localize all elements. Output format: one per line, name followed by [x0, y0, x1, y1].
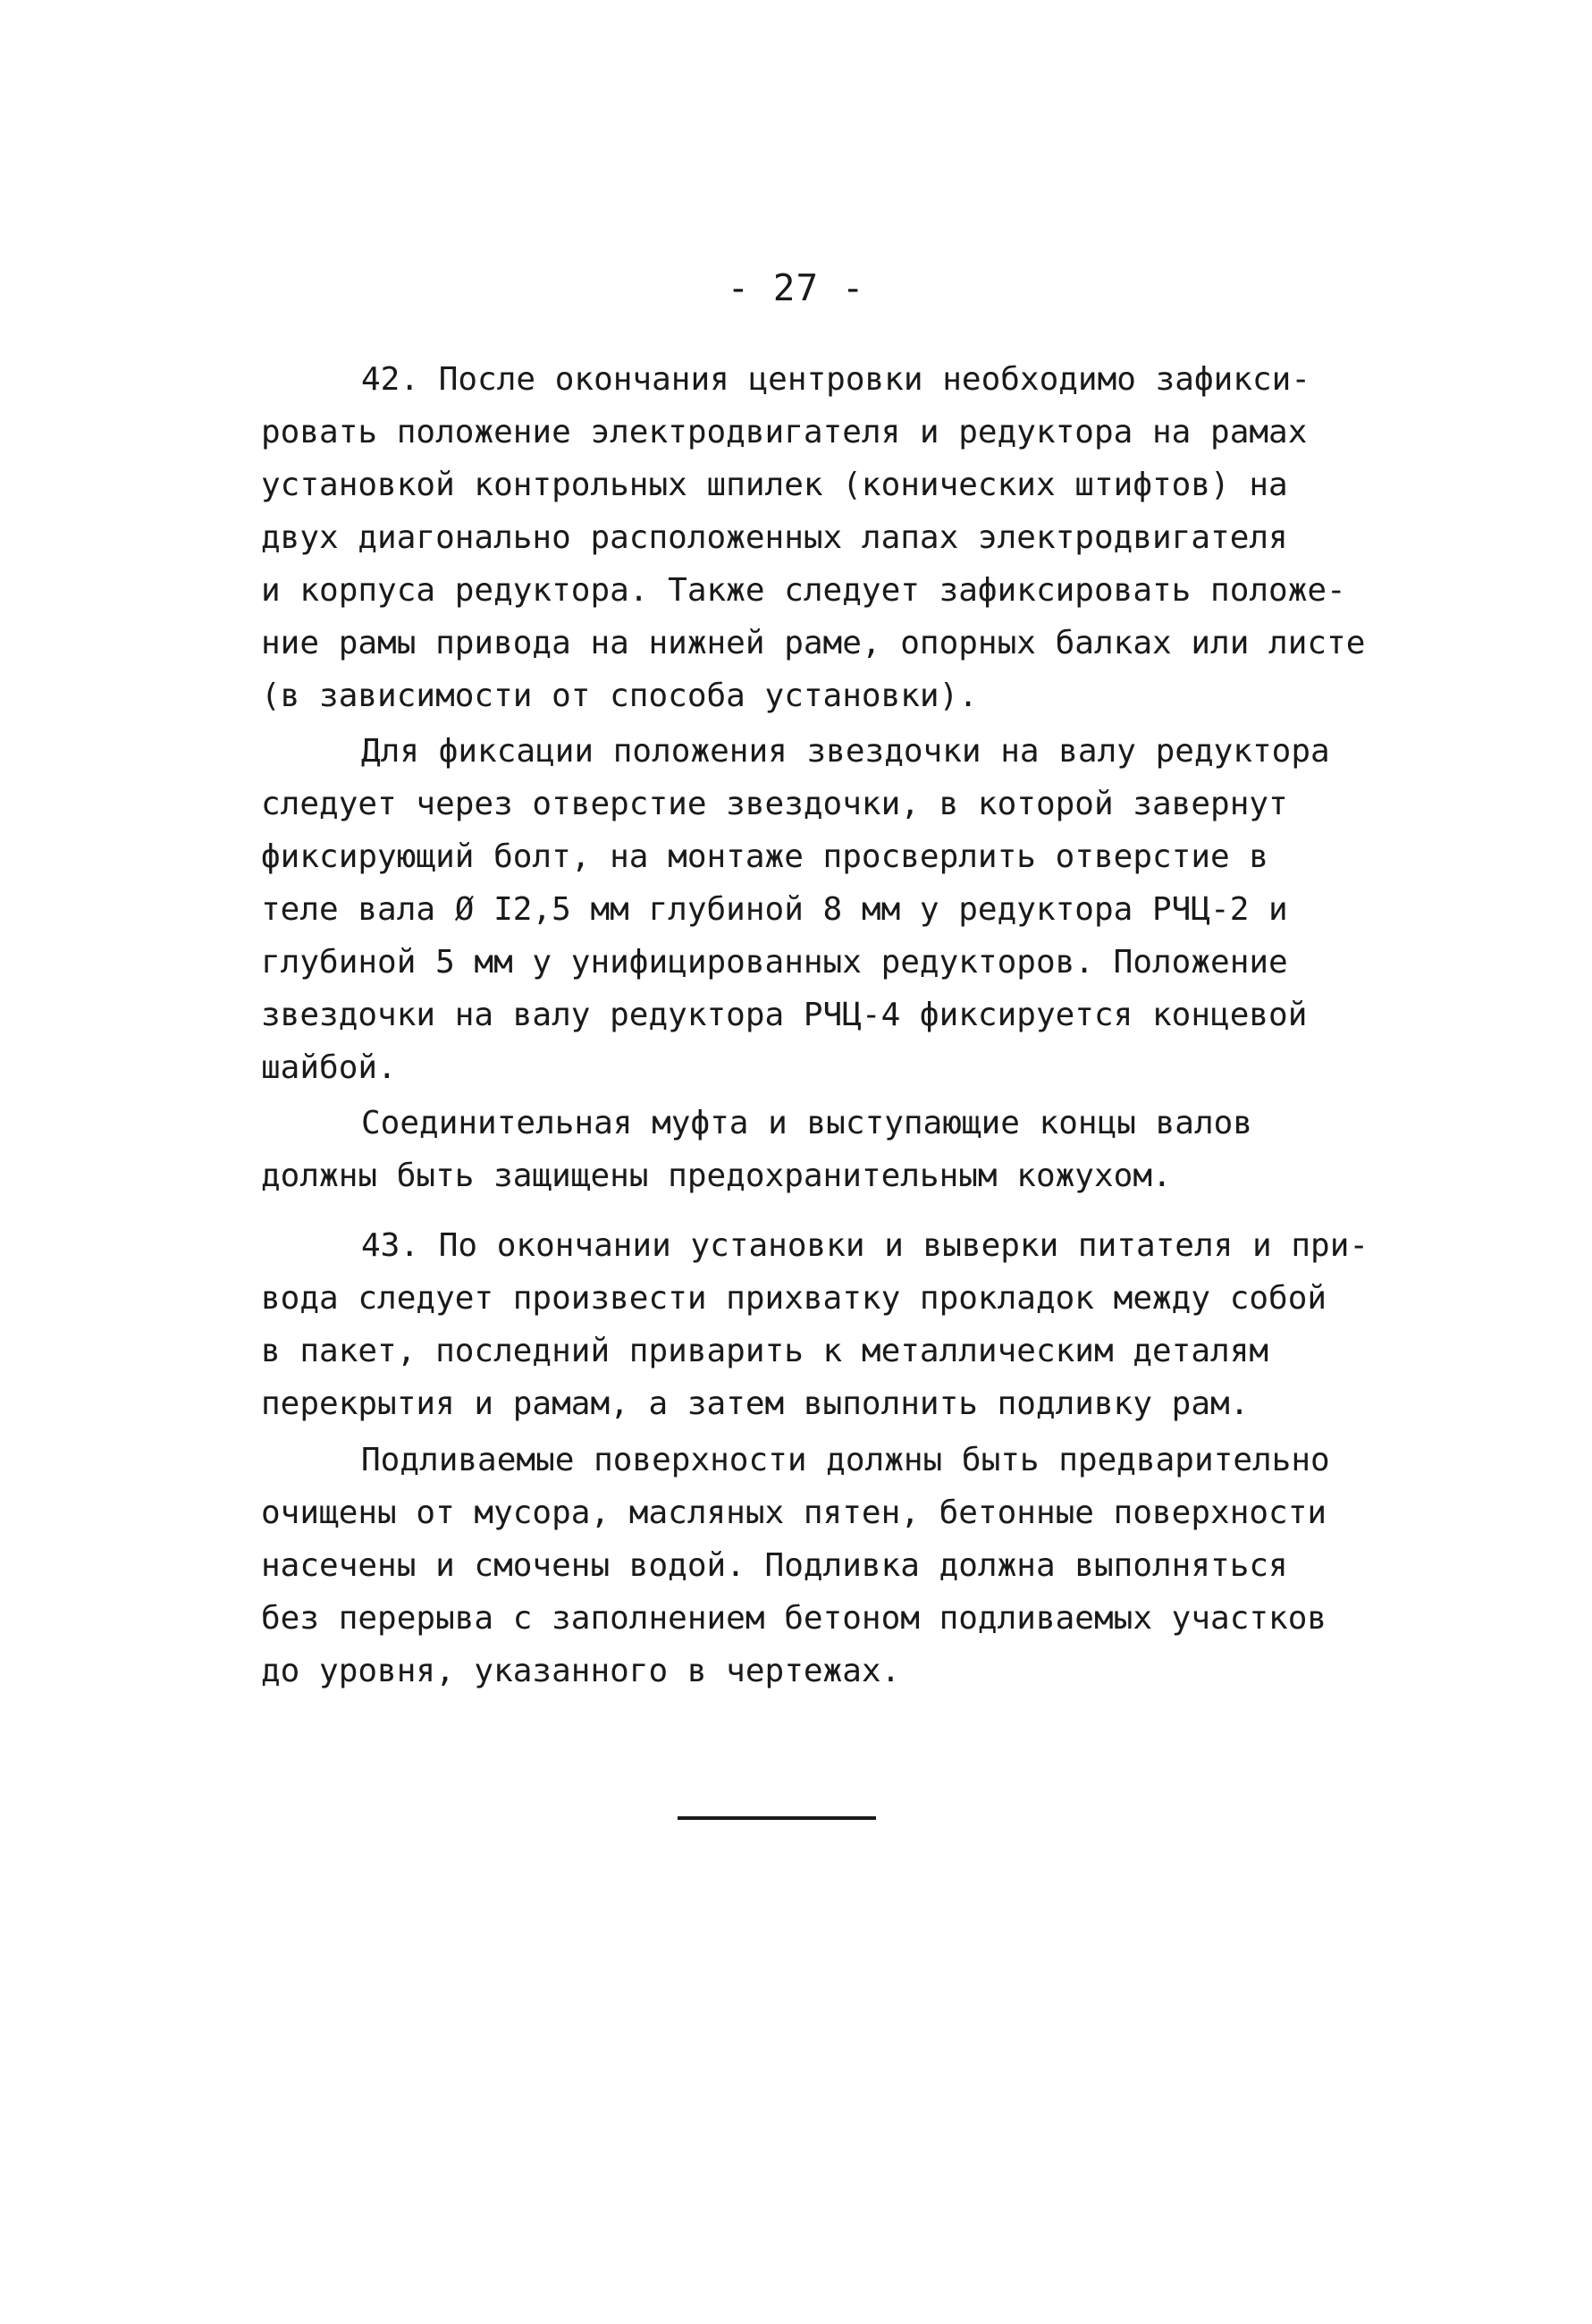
paragraph-grouting: [261, 1434, 1459, 1697]
text-line: Соединительная муфта и выступающие концы валов: [361, 1105, 1252, 1141]
text-line: (в зависимости от способа установки).: [261, 678, 978, 714]
paragraph-sprocket-fixing: [261, 725, 1459, 1094]
text-line: вода следует произвести прихватку прокладок между собой: [261, 1280, 1327, 1317]
text-line: установкой контрольных шпилек (конических штифтов) на: [261, 467, 1288, 503]
text-line: двух диагонально расположенных лапах электродвигателя: [261, 519, 1288, 556]
text-line: ние рамы привода на нижней раме, опорных балках или листе: [261, 625, 1366, 661]
text-line: насечены и смочены водой. Подливка должна выполняться: [261, 1547, 1288, 1584]
text-line: без перерыва с заполнением бетоном подливаемых участков: [261, 1600, 1327, 1637]
text-line: Для фиксации положения звездочки на валу редуктора: [361, 733, 1330, 770]
text-line: следует через отверстие звездочки, в которой завернут: [261, 786, 1288, 822]
text-line: 42. После окончания центровки необходимо зафикси-: [361, 361, 1311, 398]
text-line: перекрытия и рамам, а затем выполнить подливку рам.: [261, 1385, 1250, 1422]
text-line: ровать положение электродвигателя и редуктора на рамах: [261, 414, 1308, 450]
text-line: до уровня, указанного в чертежах.: [261, 1653, 901, 1689]
text-line: должны быть защищены предохранительным кожухом.: [261, 1158, 1172, 1194]
paragraph-coupling-guard: [261, 1097, 1459, 1202]
text-line: теле вала Ø I2,5 мм глубиной 8 мм у редуктора РЧЦ-2 и: [261, 891, 1288, 928]
end-of-section-rule: [678, 1816, 876, 1820]
page-number: - 27 -: [727, 266, 865, 309]
text-line: Подливаемые поверхности должны быть предварительно: [361, 1442, 1330, 1478]
text-line: глубиной 5 мм у унифицированных редукторов. Положение: [261, 944, 1288, 981]
text-line: 43. По окончании установки и выверки питателя и при-: [361, 1227, 1369, 1264]
text-line: в пакет, последний приварить к металлическим деталям: [261, 1333, 1269, 1369]
text-line: звездочки на валу редуктора РЧЦ-4 фиксируется концевой: [261, 997, 1308, 1033]
text-line: очищены от мусора, масляных пятен, бетонные поверхности: [261, 1495, 1327, 1531]
text-line: фиксирующий болт, на монтаже просверлить отверстие в: [261, 838, 1269, 875]
text-line: и корпуса редуктора. Также следует зафиксировать положе-: [261, 572, 1346, 609]
paragraph-43: [261, 1219, 1459, 1430]
paragraph-42: [261, 353, 1459, 722]
text-line: шайбой.: [261, 1049, 397, 1086]
